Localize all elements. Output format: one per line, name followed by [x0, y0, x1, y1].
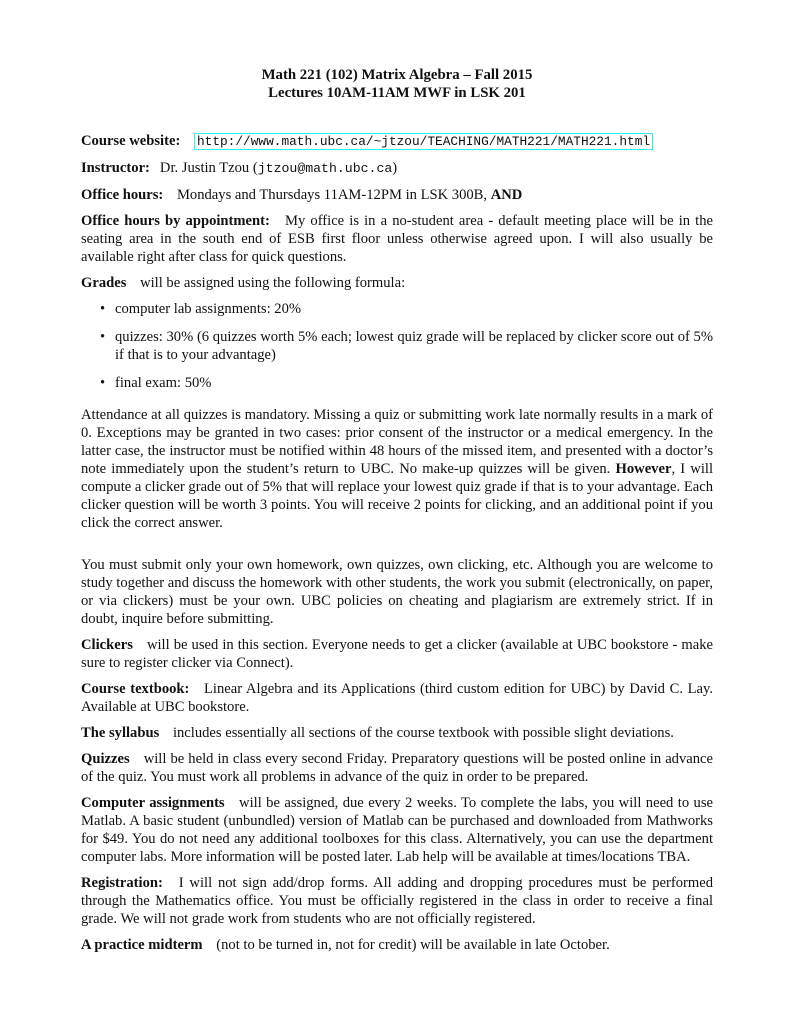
syllabus-page — [81, 66, 713, 962]
instructor-line — [81, 159, 713, 178]
office-hours-label: Office hours: — [81, 187, 164, 203]
clickers-label: Clickers — [81, 637, 133, 653]
honesty-paragraph: You must submit only your own homework, own quizzes, own clicking, etc. Although you are welcome to study together and discuss the homework with other students, the work you submit (electronically, on paper, or via clickers) must be your own. UBC policies on cheating and plagiarism are extremely strict. If in doubt, inquire before submitting. — [81, 557, 713, 627]
list-item — [100, 374, 713, 392]
appointment-text: My office is in a no-student area - default meeting place will be in the seating area in the south end of ESB first floor unless otherwise agreed upon. I will also usually be available right after class for quick questions. — [81, 213, 713, 265]
appointment-paragraph — [81, 212, 713, 266]
midterm-text: (not to be turned in, not for credit) will be available in late October. — [216, 937, 610, 953]
clickers-text: will be used in this section. Everyone needs to get a clicker (available at UBC bookstore - make sure to register clicker via Connect). — [81, 637, 713, 671]
registration-label: Registration: — [81, 875, 163, 891]
attendance-text-before: Attendance at all quizzes is mandatory. Missing a quiz or submitting work late normally results in a mark of 0. Exceptions may be granted in two cases: prior consent of the instructor or a medical emergency. In the latter case, the instructor must be notified within 48 hours of the missed item, and presented with a doctor’s note immediately upon the student’s return to UBC. No make-up quizzes will be given. — [81, 407, 713, 477]
website-label: Course website: — [81, 133, 181, 149]
computer-paragraph — [81, 794, 713, 866]
computer-label: Computer assignments — [81, 795, 225, 811]
quizzes-label: Quizzes — [81, 751, 130, 767]
quizzes-paragraph — [81, 750, 713, 786]
syllabus-text: includes essentially all sections of the course textbook with possible slight deviations. — [172, 725, 674, 741]
textbook-label: Course textbook: — [81, 681, 190, 697]
instructor-close: ) — [392, 160, 398, 176]
textbook-paragraph — [81, 680, 713, 716]
course-title: Math 221 (102) Matrix Algebra – Fall 2015 — [261, 67, 533, 83]
grades-text: will be assigned using the following formula: — [140, 275, 406, 291]
midterm-label: A practice midterm — [81, 937, 203, 953]
grade-item-final: final exam: 50% — [115, 375, 212, 391]
clickers-paragraph — [81, 636, 713, 672]
syllabus-paragraph — [81, 724, 713, 742]
instructor-email: jtzou@math.ubc.ca — [257, 161, 393, 176]
bullet-icon: • — [100, 375, 106, 391]
registration-text: I will not sign add/drop forms. All adding and dropping procedures must be performed through the Mathematics office. You must be officially registered in the class in order to receive a final grade. We will not grade work from students who are not officially registered. — [81, 875, 713, 927]
computer-text: will be assigned, due every 2 weeks. To complete the labs, you will need to use Matlab. A basic student (unbundled) version of Matlab can be purchased and downloaded from Mathworks for $49. You do not need any additional toolboxes for this class. Alternatively, you can use the department computer labs. More information will be posted later. Lab help will be available at times/locations TBA. — [81, 795, 713, 865]
course-website-link[interactable]: http://www.math.ubc.ca/~jtzou/TEACHING/MATH221/MATH221.html — [194, 133, 653, 150]
office-hours-and: AND — [490, 187, 523, 203]
grade-item-labs: computer lab assignments: 20% — [115, 301, 302, 317]
syllabus-label: The syllabus — [81, 725, 160, 741]
website-line — [81, 132, 713, 151]
attendance-text-after: , I will compute a clicker grade out of 5% that will replace your lowest quiz grade if that is to your advantage. Each clicker question will be worth 3 points. You will receive 2 points for clicking, and an additional point if you click the correct answer. — [81, 461, 714, 531]
bullet-icon: • — [100, 329, 106, 345]
title-block — [81, 66, 713, 102]
instructor-name: Dr. Justin Tzou ( — [159, 160, 258, 176]
registration-paragraph — [81, 874, 713, 928]
office-hours-text: Mondays and Thursdays 11AM-12PM in LSK 300B, — [176, 187, 488, 203]
lecture-info: Lectures 10AM-11AM MWF in LSK 201 — [268, 85, 526, 101]
grades-label: Grades — [81, 275, 127, 291]
quizzes-text: will be held in class every second Friday. Preparatory questions will be posted online in advance of the quiz. You must work all problems in advance of the quiz in order to be prepared. — [81, 751, 713, 785]
grade-item-quizzes: quizzes: 30% (6 quizzes worth 5% each; lowest quiz grade will be replaced by clicker score out of 5% if that is to your advantage) — [115, 329, 713, 363]
bullet-icon: • — [100, 301, 106, 317]
spacer — [81, 540, 713, 556]
instructor-label: Instructor: — [81, 160, 150, 176]
attendance-however: However — [615, 461, 672, 477]
textbook-text: Linear Algebra and its Applications (third custom edition for UBC) by David C. Lay. Available at UBC bookstore. — [81, 681, 713, 715]
office-hours-line — [81, 186, 713, 204]
list-item — [100, 328, 713, 364]
grades-list — [81, 300, 713, 392]
midterm-paragraph — [81, 936, 713, 954]
list-item — [100, 300, 713, 318]
appointment-label: Office hours by appointment: — [81, 213, 270, 229]
grades-paragraph — [81, 274, 713, 292]
attendance-paragraph — [81, 406, 713, 532]
